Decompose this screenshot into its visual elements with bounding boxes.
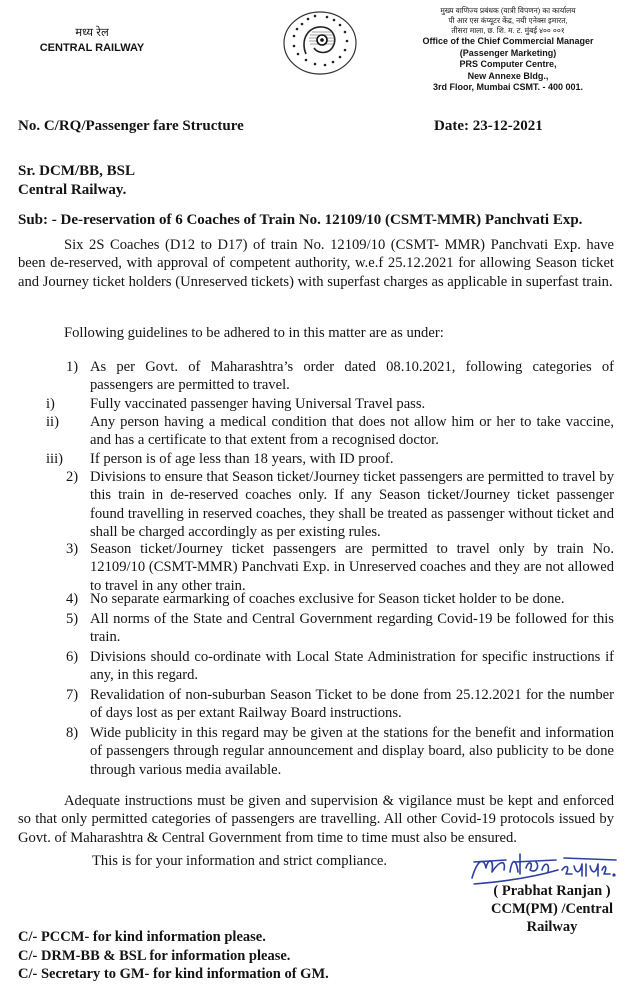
compliance-note: This is for your information and strict compliance. xyxy=(92,853,388,869)
guideline-text: Wide publicity in this regard may be given at the stations for the benefit and information of passengers through regular announcement and display board, also publicity to be done through various media available. xyxy=(90,725,614,778)
guideline-number: 7) xyxy=(66,687,79,703)
addressee xyxy=(18,162,135,200)
guideline-number: 5) xyxy=(66,611,79,627)
office-dept: (Passenger Marketing) xyxy=(459,47,557,58)
guideline-text: If person is of age less than 18 years, with ID proof. xyxy=(90,451,394,467)
closing-paragraph xyxy=(18,792,614,847)
copy-item: C/- DRM-BB & BSL for information please. xyxy=(18,947,291,964)
header-left-hindi: मध्य रेल xyxy=(75,27,109,39)
guideline-number: 2) xyxy=(66,469,79,485)
guideline-text: Any person having a medical condition that does not allow him or her to take vaccine, and has a certificate to that extent from a recognised doctor. xyxy=(90,414,614,449)
guideline-subnumber: ii) xyxy=(46,414,59,430)
guideline-subnumber: i) xyxy=(46,396,55,412)
letter-reference: No. C/RQ/Passenger fare Structure xyxy=(18,118,244,134)
office-name: Office of the Chief Commercial Manager xyxy=(422,36,594,46)
guideline-subnumber: iii) xyxy=(46,451,64,467)
header-left-english: CENTRAL RAILWAY xyxy=(39,42,145,54)
closing-text: Adequate instructions must be given and supervision & vigilance must be kept and enforced so that only permitted categories of passengers are travelling. All other Covid-19 protocols issued by Govt. of Maharashtra & Central Government from time to time must also be ensured. xyxy=(18,793,614,846)
signer-name: ( Prabhat Ranjan ) xyxy=(493,883,611,899)
guideline-text: Fully vaccinated passenger having Universal Travel pass. xyxy=(90,396,426,412)
signer-block xyxy=(482,882,622,936)
header-right-hindi-line: मुख्य वाणिज्य प्रबंधक (यात्री विपणन) का कार्यालय xyxy=(440,6,576,15)
guideline-number: 6) xyxy=(66,649,79,665)
indian-railways-logo-icon xyxy=(282,10,358,76)
guideline-number: 8) xyxy=(66,725,79,741)
letter-date: Date: 23-12-2021 xyxy=(434,118,543,134)
guideline-text: No separate earmarking of coaches exclusive for Season ticket holder to be done. xyxy=(90,591,565,607)
addressee-line: Central Railway. xyxy=(18,182,127,198)
letter-subject: Sub: - De-reservation of 6 Coaches of Train No. 12109/10 (CSMT-MMR) Panchvati Exp. xyxy=(18,212,583,228)
copy-item: C/- PCCM- for kind information please. xyxy=(18,929,266,945)
office-address: 3rd Floor, Mumbai CSMT. - 400 001. xyxy=(432,82,584,93)
office-building: New Annexe Bldg., xyxy=(467,70,549,81)
guideline-text: Season ticket/Journey ticket passengers are permitted to travel only by train No. 12109/10 (CSMT-MMR) Panchvati Exp. in Unreserved coaches and they are not allowed to travel in any other train. xyxy=(90,541,614,594)
header-right-hindi-line: तीसरा माला, छ. शि. म. ट. मुंबई ४०० ००१ xyxy=(451,26,565,35)
signer-title: CCM(PM) /Central Railway xyxy=(491,901,613,935)
guideline-text: As per Govt. of Maharashtra’s order dated 08.10.2021, following categories of passengers are permitted to travel. xyxy=(90,359,614,394)
copy-list xyxy=(18,928,329,984)
guideline-number: 4) xyxy=(66,591,79,607)
intro-text: Six 2S Coaches (D12 to D17) of train No. 12109/10 (CSMT- MMR) Panchvati Exp. have been de-reserved, with approval of competent authority, w.e.f 25.12.2021 for allowing Season ticket and Journey ticket holders (Unreserved tickets) with superfast charges as applicable in superfast train. xyxy=(18,237,614,290)
guidelines-intro-text: Following guidelines to be adhered to in this matter are as under: xyxy=(64,325,444,341)
guideline-number: 3) xyxy=(66,541,79,557)
header-right-hindi-line: पी आर एस कंप्यूटर केंद्र, नयी एनेक्स इमारत, xyxy=(448,16,568,25)
addressee-line: Sr. DCM/BB, BSL xyxy=(18,163,135,179)
copy-item: C/- Secretary to GM- for kind information of GM. xyxy=(18,966,329,982)
guideline-text: All norms of the State and Central Government regarding Covid-19 be followed for this train. xyxy=(90,611,614,646)
guideline-text: Revalidation of non-suburban Season Ticket to be done from 25.12.2021 for the number of days lost as per extant Railway Board instructions. xyxy=(90,687,614,722)
header-right xyxy=(395,6,621,94)
guidelines-intro xyxy=(18,324,614,342)
guideline-text: Divisions to ensure that Season ticket/Journey ticket passengers are permitted to travel by this train in de-reserved coaches only. If any Season ticket/Journey ticket passenger found travelling in reserved coaches, they shall be treated as passenger without ticket and shall be charged accordingly as per existing rules. xyxy=(90,469,614,541)
guideline-text: Divisions should co-ordinate with Local State Administration for specific instructions if any, in this regard. xyxy=(90,649,614,684)
office-centre: PRS Computer Centre, xyxy=(459,59,557,70)
intro-paragraph xyxy=(18,236,614,291)
header-left xyxy=(32,26,152,56)
guideline-number: 1) xyxy=(66,359,79,375)
